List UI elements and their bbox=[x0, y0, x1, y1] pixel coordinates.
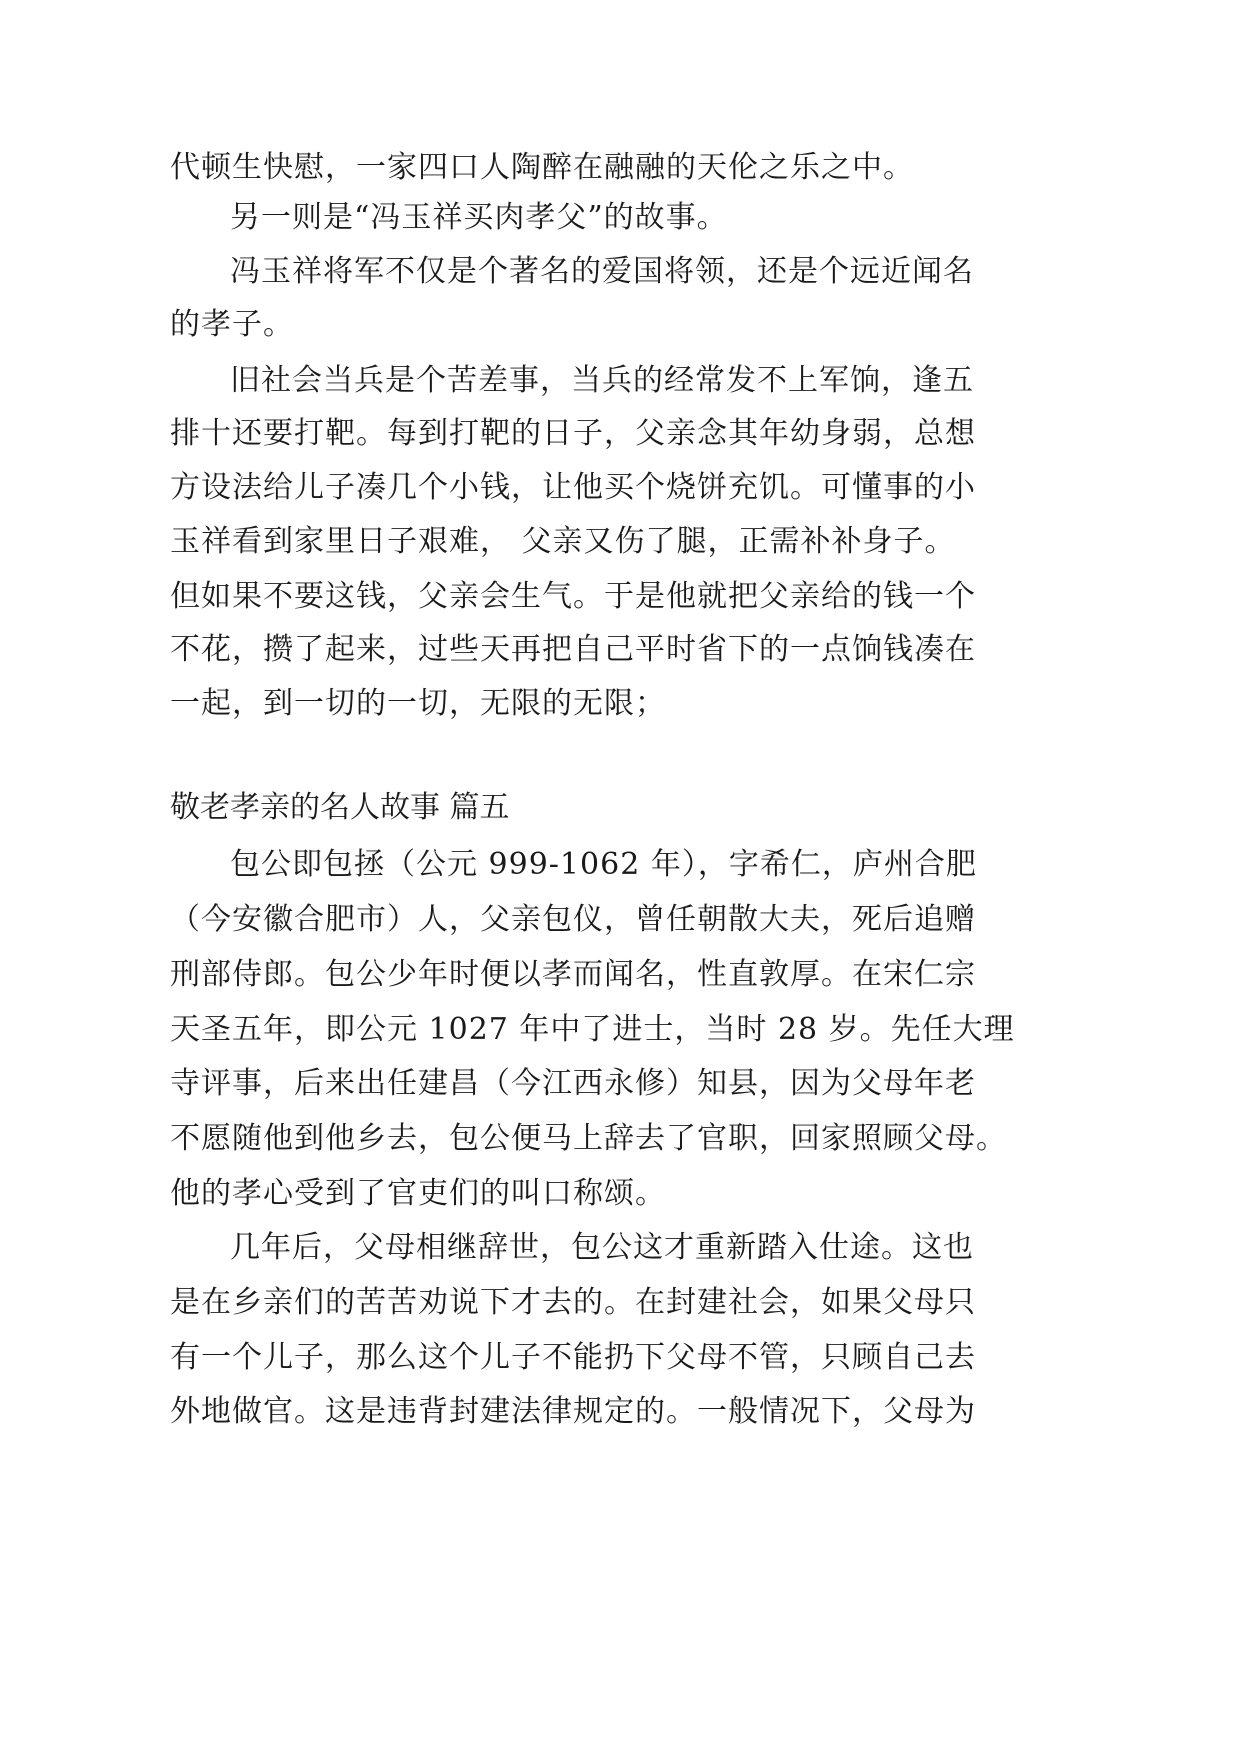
text-line: 刑部侍郎。包公少年时便以孝而闻名，性直敦厚。在宋仁宗 bbox=[170, 957, 976, 992]
text-line: 几年后，父母相继辞世，包公这才重新踏入仕途。这也 bbox=[230, 1230, 974, 1265]
text-line: 是在乡亲们的苦苦劝说下才去的。在封建社会，如果父母只 bbox=[170, 1285, 976, 1320]
section-heading: 敬老孝亲的名人故事 篇五 bbox=[170, 790, 510, 825]
text-line: 玉祥看到家里日子艰难， 父亲又伤了腿，正需补补身子。 bbox=[170, 524, 956, 559]
text-line: 寺评事，后来出任建昌（今江西永修）知县，因为父母年老 bbox=[170, 1066, 976, 1101]
text-line: 他的孝心受到了官吏们的叫口称颂。 bbox=[170, 1176, 666, 1211]
text-line: 方设法给儿子凑几个小钱，让他买个烧饼充饥。可懂事的小 bbox=[170, 470, 976, 505]
text-line: 有一个儿子，那么这个儿子不能扔下父母不管，只顾自己去 bbox=[170, 1340, 976, 1375]
text-line: 代顿生快慰，一家四口人陶醉在融融的天伦之乐之中。 bbox=[170, 150, 914, 185]
text-line: 旧社会当兵是个苦差事，当兵的经常发不上军饷，逢五 bbox=[230, 363, 974, 398]
text-line: 排十还要打靶。每到打靶的日子，父亲念其年幼身弱，总想 bbox=[170, 416, 976, 451]
text-line: 但如果不要这钱，父亲会生气。于是他就把父亲给的钱一个 bbox=[170, 579, 976, 614]
text-line: 的孝子。 bbox=[170, 307, 294, 342]
text-line: 一起，到一切的一切，无限的无限； bbox=[170, 686, 666, 721]
text-line: 不愿随他到他乡去，包公便马上辞去了官职，回家照顾父母。 bbox=[170, 1121, 1007, 1156]
text-line: 天圣五年，即公元 1027 年中了进士，当时 28 岁。先任大理 bbox=[170, 1012, 1015, 1047]
document-page bbox=[170, 0, 1110, 1754]
text-line: 另一则是“冯玉祥买肉孝父”的故事。 bbox=[230, 200, 728, 235]
text-line: 冯玉祥将军不仅是个著名的爱国将领，还是个远近闻名 bbox=[230, 254, 974, 289]
text-line: 外地做官。这是违背封建法律规定的。一般情况下，父母为 bbox=[170, 1394, 976, 1429]
text-line: 包公即包拯（公元 999-1062 年），字希仁，庐州合肥 bbox=[230, 847, 977, 882]
text-line: （今安徽合肥市）人，父亲包仪，曾任朝散大夫，死后追赠 bbox=[170, 902, 976, 937]
text-line: 不花，攒了起来，过些天再把自己平时省下的一点饷钱凑在 bbox=[170, 632, 976, 667]
